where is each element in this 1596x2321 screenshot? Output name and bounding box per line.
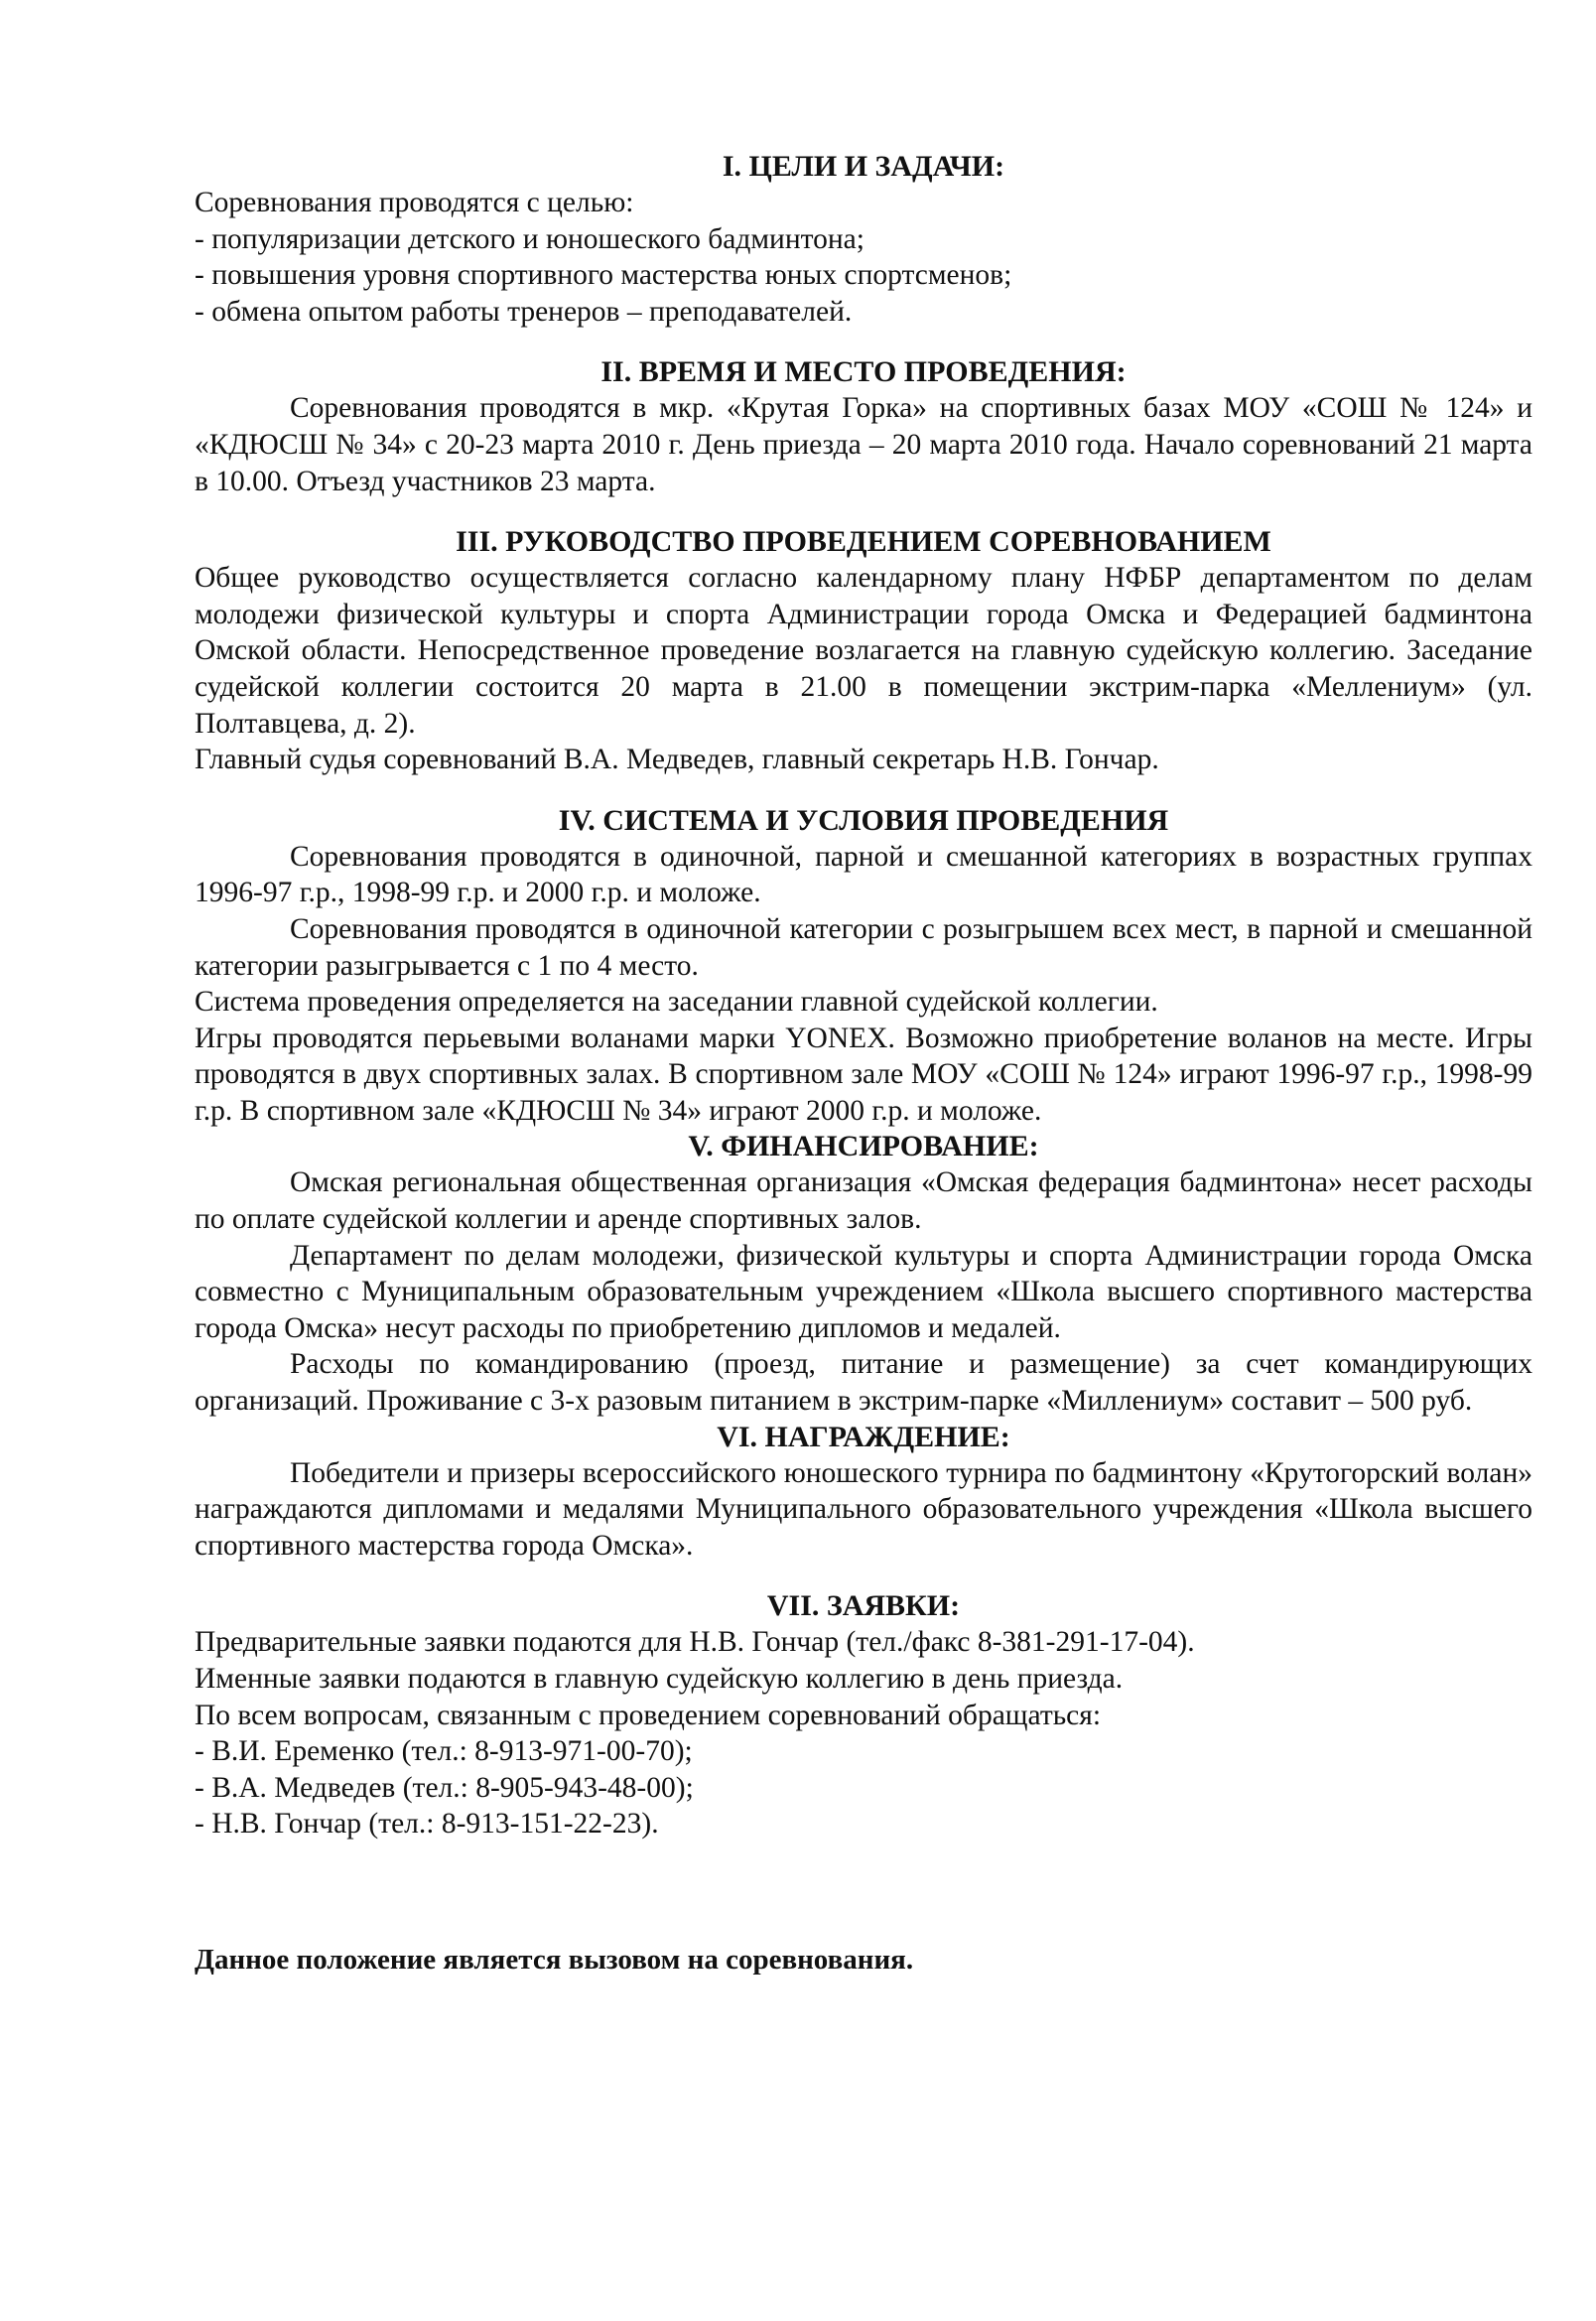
- section-system-conditions: [195, 803, 1532, 1130]
- paragraph: Система проведения определяется на заседании главной судейской коллегии.: [195, 986, 1158, 1019]
- paragraph: Омская региональная общественная организация «Омская федерация бадминтона» несет расходы по оплате судейской коллегии и аренде спортивных залов.: [195, 1166, 1532, 1236]
- text-line: Соревнования проводятся с целью:: [195, 187, 634, 218]
- section-heading: VI. НАГРАЖДЕНИЕ:: [717, 1420, 1010, 1453]
- text-line: Именные заявки подаются в главную судейскую коллегию в день приезда.: [195, 1663, 1124, 1695]
- list-item: - повышения уровня спортивного мастерства юных спортсменов;: [195, 259, 1012, 292]
- list-item: - популяризации детского и юношеского бадминтона;: [195, 222, 864, 255]
- section-time-place: [195, 354, 1532, 499]
- section-heading: II. ВРЕМЯ И МЕСТО ПРОВЕДЕНИЯ:: [600, 355, 1127, 389]
- section-heading: V. ФИНАНСИРОВАНИЕ:: [688, 1130, 1039, 1163]
- section-goals: [195, 149, 1532, 330]
- section-heading: I. ЦЕЛИ И ЗАДАЧИ:: [722, 150, 1005, 183]
- contact-item: - В.И. Еременко (тел.: 8-913-971-00-70);: [195, 1735, 693, 1768]
- section-awards: [195, 1420, 1532, 1565]
- section-heading: III. РУКОВОДСТВО ПРОВЕДЕНИЕМ СОРЕВНОВАНИЕМ: [456, 525, 1271, 559]
- paragraph: Расходы по командированию (проезд, питание и размещение) за счет командирующих организаций. Проживание с 3-х разовым питанием в экстрим-парке «Миллениум» составит – 500 руб.: [195, 1348, 1532, 1418]
- paragraph: Соревнования проводятся в одиночной, парной и смешанной категориях в возрастных группах 1996-97 г.р., 1998-99 г.р. и 2000 г.р. и моложе.: [195, 840, 1532, 909]
- contact-item: - В.А. Медведев (тел.: 8-905-943-48-00);: [195, 1771, 694, 1804]
- text-line: Предварительные заявки подаются для Н.В. Гончар (тел./факс 8-381-291-17-04).: [195, 1626, 1195, 1659]
- paragraph: Общее руководство осуществляется согласно календарному плану НФБР департаментом по делам молодежи физической культуры и спорта Администрации города Омска и Федерацией бадминтона Омской области. Непосредственное проведение возлагается на главную судейскую коллегию. Заседание судейской коллегии состоится 20 марта в 21.00 в помещении экстрим-парка «Меллениум» (ул. Полтавцева, д. 2).: [195, 562, 1532, 740]
- contact-item: - Н.В. Гончар (тел.: 8-913-151-22-23).: [195, 1808, 659, 1841]
- paragraph: Соревнования проводятся в мкр. «Крутая Горка» на спортивных базах МОУ «СОШ № 124» и «КДЮСШ № 34» с 20-23 марта 2010 г. День приезда – 20 марта 2010 года. Начало соревнований 21 марта в 10.00. Отъезд участников 23 марта.: [195, 392, 1532, 497]
- paragraph: Соревнования проводятся в одиночной категории с розыгрышем всех мест, в парной и смешанной категории разыгрывается с 1 по 4 место.: [195, 912, 1532, 982]
- section-applications: [195, 1588, 1532, 1843]
- document-page: [195, 149, 1532, 1979]
- paragraph: Победители и призеры всероссийского юношеского турнира по бадминтону «Крутогорский волан» награждаются дипломами и медалями Муниципального образовательного учреждения «Школа высшего спортивного мастерства города Омска».: [195, 1456, 1532, 1562]
- section-heading: VII. ЗАЯВКИ:: [766, 1589, 961, 1623]
- list-item: - обмена опытом работы тренеров – преподавателей.: [195, 295, 853, 328]
- paragraph: Игры проводятся перьевыми воланами марки YONEX. Возможно приобретение воланов на месте. Игры проводятся в двух спортивных залах. В спортивном зале МОУ «СОШ № 124» играют 1996-97 г.р., 1998-99 г.р. В спортивном зале «КДЮСШ № 34» играют 2000 г.р. и моложе.: [195, 1022, 1532, 1127]
- closing-statement: Данное положение является вызовом на соревнования.: [195, 1943, 914, 1976]
- section-management: [195, 524, 1532, 778]
- paragraph: Главный судья соревнований В.А. Медведев, главный секретарь Н.В. Гончар.: [195, 744, 1159, 776]
- section-financing: [195, 1129, 1532, 1419]
- text-line: По всем вопросам, связанным с проведением соревнований обращаться:: [195, 1699, 1102, 1731]
- section-heading: IV. СИСТЕМА И УСЛОВИЯ ПРОВЕДЕНИЯ: [558, 803, 1169, 837]
- paragraph: Департамент по делам молодежи, физической культуры и спорта Администрации города Омска совместно с Муниципальным образовательным учреждением «Школа высшего спортивного мастерства города Омска» несут расходы по приобретению дипломов и медалей.: [195, 1239, 1532, 1344]
